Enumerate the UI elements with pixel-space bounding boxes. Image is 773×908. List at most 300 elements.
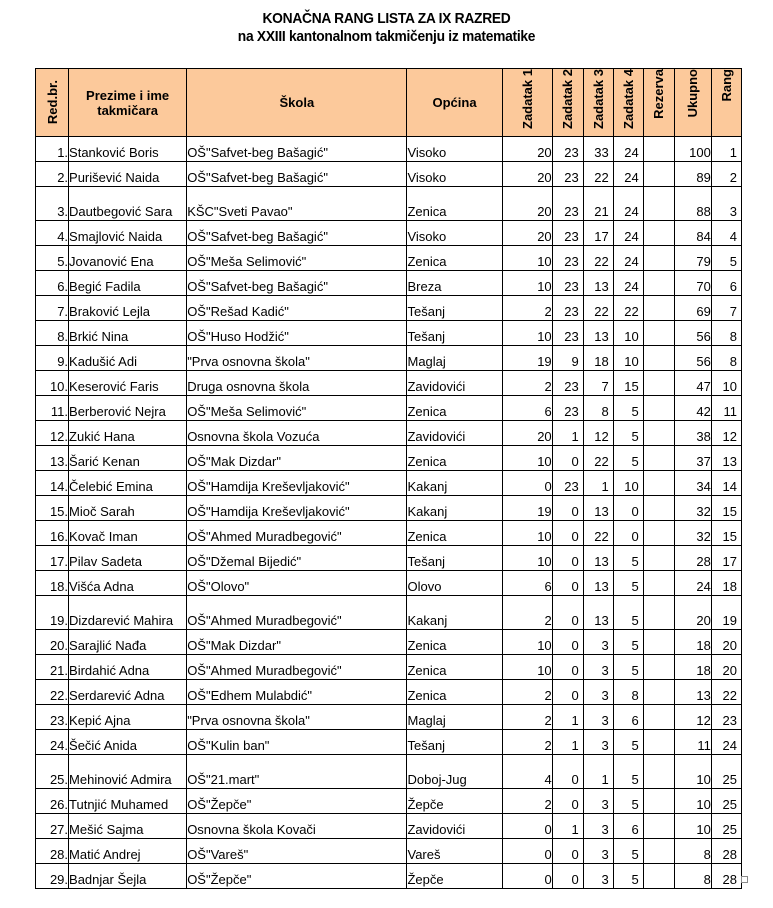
cell-rang: 15 [711,496,741,521]
table-row [36,471,742,496]
cell-red-br: 11. [36,396,69,421]
cell-ime: Kadušić Adi [69,346,187,371]
table-row [36,321,742,346]
cell-zadatak-1: 10 [502,446,552,471]
cell-opcina: Maglaj [407,705,502,730]
cell-zadatak-3: 22 [583,162,613,187]
table-resize-handle[interactable] [741,876,748,883]
cell-rang: 20 [711,630,741,655]
cell-zadatak-1: 0 [502,864,552,889]
cell-zadatak-2: 23 [552,296,583,321]
cell-zadatak-3: 8 [583,396,613,421]
header-zadatak-3-label: Zadatak 3 [590,69,606,129]
cell-zadatak-2: 1 [552,730,583,755]
cell-rezerva [643,496,674,521]
cell-zadatak-4: 24 [613,137,643,162]
cell-zadatak-4: 5 [613,655,643,680]
cell-zadatak-3: 22 [583,246,613,271]
cell-opcina: Zenica [407,446,502,471]
cell-rezerva [643,371,674,396]
cell-rang: 1 [711,137,741,162]
cell-zadatak-4: 24 [613,221,643,246]
cell-red-br: 9. [36,346,69,371]
cell-zadatak-2: 0 [552,496,583,521]
cell-ime: Šarić Kenan [69,446,187,471]
cell-rezerva [643,271,674,296]
cell-ukupno: 88 [674,187,711,221]
cell-ukupno: 56 [674,321,711,346]
cell-zadatak-2: 0 [552,630,583,655]
cell-zadatak-4: 5 [613,755,643,789]
cell-zadatak-2: 23 [552,471,583,496]
cell-ime: Begić Fadila [69,271,187,296]
cell-zadatak-4: 24 [613,187,643,221]
cell-skola: OŠ"Kulin ban" [187,730,407,755]
header-zadatak-4-label: Zadatak 4 [620,69,636,129]
cell-red-br: 28. [36,839,69,864]
cell-red-br: 6. [36,271,69,296]
cell-red-br: 8. [36,321,69,346]
cell-opcina: Zenica [407,655,502,680]
cell-ime: Čelebić Emina [69,471,187,496]
cell-zadatak-4: 6 [613,705,643,730]
cell-ukupno: 79 [674,246,711,271]
cell-zadatak-1: 0 [502,471,552,496]
cell-zadatak-4: 10 [613,346,643,371]
cell-ime: Sarajlić Nađa [69,630,187,655]
table-row [36,271,742,296]
cell-zadatak-3: 7 [583,371,613,396]
cell-ime: Purišević Naida [69,162,187,187]
cell-rang: 28 [711,864,741,889]
header-zadatak-2 [552,69,583,137]
cell-opcina: Zenica [407,680,502,705]
cell-red-br: 20. [36,630,69,655]
cell-opcina: Zavidovići [407,371,502,396]
cell-rezerva [643,446,674,471]
header-red-br-label: Red.br. [44,80,60,125]
cell-red-br: 16. [36,521,69,546]
cell-zadatak-1: 10 [502,521,552,546]
cell-skola: OŠ"21.mart" [187,755,407,789]
header-ime: Prezime i ime takmičara [69,69,187,137]
cell-zadatak-3: 3 [583,630,613,655]
cell-zadatak-3: 1 [583,471,613,496]
cell-ukupno: 47 [674,371,711,396]
cell-zadatak-3: 3 [583,680,613,705]
cell-rezerva [643,789,674,814]
cell-zadatak-3: 13 [583,271,613,296]
cell-opcina: Zenica [407,630,502,655]
table-row [36,789,742,814]
cell-rezerva [643,521,674,546]
header-zadatak-1 [502,69,552,137]
cell-zadatak-4: 5 [613,596,643,630]
cell-zadatak-1: 2 [502,730,552,755]
header-rezerva [643,69,674,137]
cell-rang: 7 [711,296,741,321]
cell-rezerva [643,814,674,839]
cell-skola: OŠ"Vareš" [187,839,407,864]
header-opcina: Općina [407,69,502,137]
cell-ime: Keserović Faris [69,371,187,396]
cell-skola: OŠ"Džemal Bijedić" [187,546,407,571]
cell-ime: Mešić Sajma [69,814,187,839]
cell-opcina: Tešanj [407,296,502,321]
cell-opcina: Maglaj [407,346,502,371]
cell-rang: 25 [711,814,741,839]
cell-zadatak-3: 3 [583,789,613,814]
cell-skola: OŠ"Rešad Kadić" [187,296,407,321]
header-zadatak-3 [583,69,613,137]
cell-zadatak-4: 5 [613,839,643,864]
cell-opcina: Visoko [407,162,502,187]
cell-rezerva [643,421,674,446]
cell-skola: KŠC"Sveti Pavao" [187,187,407,221]
cell-rang: 25 [711,789,741,814]
cell-zadatak-3: 3 [583,864,613,889]
cell-rang: 10 [711,371,741,396]
cell-opcina: Žepče [407,789,502,814]
cell-zadatak-3: 3 [583,814,613,839]
cell-zadatak-2: 23 [552,321,583,346]
cell-zadatak-4: 5 [613,421,643,446]
cell-red-br: 21. [36,655,69,680]
cell-zadatak-4: 15 [613,371,643,396]
cell-red-br: 13. [36,446,69,471]
cell-rang: 11 [711,396,741,421]
cell-skola: OŠ"Safvet-beg Bašagić" [187,221,407,246]
cell-zadatak-4: 10 [613,321,643,346]
cell-zadatak-4: 5 [613,396,643,421]
table-row [36,814,742,839]
cell-rezerva [643,705,674,730]
cell-skola: OŠ"Žepče" [187,789,407,814]
cell-rezerva [643,321,674,346]
cell-ukupno: 34 [674,471,711,496]
cell-zadatak-3: 21 [583,187,613,221]
cell-zadatak-1: 10 [502,271,552,296]
table-row [36,521,742,546]
table-row [36,655,742,680]
cell-skola: OŠ"Olovo" [187,571,407,596]
cell-zadatak-1: 10 [502,630,552,655]
table-row [36,446,742,471]
cell-ime: Pilav Sadeta [69,546,187,571]
cell-zadatak-2: 23 [552,162,583,187]
title-line-2: na XXIII kantonalnom takmičenju iz matematike [237,28,536,45]
cell-zadatak-1: 4 [502,755,552,789]
cell-ukupno: 89 [674,162,711,187]
cell-zadatak-2: 23 [552,187,583,221]
cell-zadatak-4: 24 [613,246,643,271]
cell-rang: 28 [711,839,741,864]
cell-rang: 22 [711,680,741,705]
cell-ukupno: 70 [674,271,711,296]
cell-ukupno: 56 [674,346,711,371]
cell-ukupno: 18 [674,630,711,655]
cell-zadatak-1: 2 [502,789,552,814]
cell-zadatak-1: 2 [502,596,552,630]
cell-skola: OŠ"Meša Selimović" [187,246,407,271]
cell-ukupno: 84 [674,221,711,246]
cell-zadatak-2: 1 [552,421,583,446]
cell-skola: OŠ"Mak Dizdar" [187,446,407,471]
cell-zadatak-1: 10 [502,546,552,571]
cell-zadatak-1: 2 [502,680,552,705]
table-row [36,571,742,596]
cell-rezerva [643,655,674,680]
cell-zadatak-2: 0 [552,680,583,705]
cell-zadatak-2: 0 [552,596,583,630]
ranking-table [35,68,742,889]
cell-opcina: Zenica [407,396,502,421]
cell-ime: Šečić Anida [69,730,187,755]
cell-zadatak-3: 13 [583,596,613,630]
cell-zadatak-4: 5 [613,864,643,889]
cell-ukupno: 10 [674,789,711,814]
cell-rang: 8 [711,346,741,371]
cell-zadatak-2: 23 [552,371,583,396]
cell-zadatak-4: 0 [613,496,643,521]
table-row [36,680,742,705]
cell-red-br: 29. [36,864,69,889]
cell-zadatak-2: 0 [552,864,583,889]
cell-zadatak-2: 1 [552,705,583,730]
cell-rang: 14 [711,471,741,496]
cell-zadatak-3: 13 [583,496,613,521]
cell-opcina: Kakanj [407,596,502,630]
cell-zadatak-3: 1 [583,755,613,789]
table-row [36,596,742,630]
cell-ime: Mioč Sarah [69,496,187,521]
cell-red-br: 23. [36,705,69,730]
cell-zadatak-3: 13 [583,546,613,571]
cell-zadatak-2: 0 [552,655,583,680]
cell-ukupno: 100 [674,137,711,162]
cell-red-br: 10. [36,371,69,396]
cell-ukupno: 20 [674,596,711,630]
cell-opcina: Tešanj [407,730,502,755]
cell-ime: Dizdarević Mahira [69,596,187,630]
header-rang [711,69,741,137]
table-row [36,162,742,187]
cell-ime: Kovač Iman [69,521,187,546]
cell-red-br: 25. [36,755,69,789]
cell-opcina: Olovo [407,571,502,596]
cell-ime: Badnjar Šejla [69,864,187,889]
cell-opcina: Tešanj [407,321,502,346]
cell-opcina: Kakanj [407,471,502,496]
cell-ime: Jovanović Ena [69,246,187,271]
cell-zadatak-4: 5 [613,571,643,596]
table-row [36,705,742,730]
table-row [36,137,742,162]
cell-zadatak-4: 24 [613,162,643,187]
cell-red-br: 7. [36,296,69,321]
cell-ukupno: 24 [674,571,711,596]
cell-skola: OŠ"Hamdija Kreševljaković" [187,496,407,521]
cell-rang: 3 [711,187,741,221]
cell-zadatak-3: 13 [583,321,613,346]
cell-skola: OŠ"Edhem Mulabdić" [187,680,407,705]
cell-zadatak-2: 0 [552,839,583,864]
cell-rezerva [643,296,674,321]
cell-zadatak-1: 19 [502,346,552,371]
cell-zadatak-1: 20 [502,221,552,246]
cell-red-br: 1. [36,137,69,162]
cell-zadatak-1: 6 [502,396,552,421]
cell-rezerva [643,680,674,705]
cell-zadatak-1: 6 [502,571,552,596]
cell-rang: 18 [711,571,741,596]
cell-ukupno: 32 [674,521,711,546]
header-skola: Škola [187,69,407,137]
cell-zadatak-3: 13 [583,571,613,596]
cell-zadatak-1: 10 [502,655,552,680]
cell-red-br: 15. [36,496,69,521]
cell-ime: Braković Lejla [69,296,187,321]
cell-skola: Osnovna škola Vozuća [187,421,407,446]
cell-ime: Mehinović Admira [69,755,187,789]
cell-ukupno: 37 [674,446,711,471]
header-ukupno-label: Ukupno [685,69,701,118]
cell-rang: 24 [711,730,741,755]
cell-skola: OŠ"Safvet-beg Bašagić" [187,137,407,162]
cell-zadatak-2: 23 [552,221,583,246]
table-row [36,246,742,271]
cell-zadatak-4: 5 [613,446,643,471]
cell-opcina: Zenica [407,246,502,271]
cell-zadatak-3: 22 [583,446,613,471]
table-row [36,496,742,521]
cell-skola: Osnovna škola Kovači [187,814,407,839]
cell-zadatak-2: 9 [552,346,583,371]
cell-ukupno: 10 [674,755,711,789]
cell-opcina: Zavidovići [407,814,502,839]
cell-zadatak-3: 17 [583,221,613,246]
header-red-br [36,69,69,137]
cell-rang: 17 [711,546,741,571]
cell-zadatak-1: 19 [502,496,552,521]
cell-ukupno: 28 [674,546,711,571]
cell-zadatak-3: 3 [583,839,613,864]
cell-opcina: Breza [407,271,502,296]
cell-rezerva [643,346,674,371]
document-title [0,10,773,46]
table-row [36,187,742,221]
cell-ukupno: 42 [674,396,711,421]
cell-rezerva [643,864,674,889]
cell-ime: Zukić Hana [69,421,187,446]
cell-red-br: 26. [36,789,69,814]
cell-opcina: Doboj-Jug [407,755,502,789]
cell-rezerva [643,755,674,789]
cell-ukupno: 18 [674,655,711,680]
cell-zadatak-2: 23 [552,246,583,271]
cell-zadatak-4: 22 [613,296,643,321]
cell-zadatak-4: 6 [613,814,643,839]
table-row [36,839,742,864]
cell-ime: Stanković Boris [69,137,187,162]
cell-opcina: Vareš [407,839,502,864]
cell-ime: Dautbegović Sara [69,187,187,221]
cell-ime: Birdahić Adna [69,655,187,680]
cell-zadatak-1: 0 [502,839,552,864]
table-row [36,396,742,421]
table-row [36,221,742,246]
cell-rezerva [643,396,674,421]
header-zadatak-1-label: Zadatak 1 [519,69,535,129]
cell-zadatak-1: 10 [502,246,552,271]
cell-ime: Brkić Nina [69,321,187,346]
cell-zadatak-3: 12 [583,421,613,446]
cell-opcina: Zenica [407,187,502,221]
table-row [36,755,742,789]
cell-rezerva [643,221,674,246]
table-row [36,546,742,571]
cell-skola: OŠ"Ahmed Muradbegović" [187,596,407,630]
cell-opcina: Visoko [407,137,502,162]
table-row [36,371,742,396]
cell-skola: OŠ"Ahmed Muradbegović" [187,655,407,680]
cell-zadatak-3: 18 [583,346,613,371]
cell-rang: 23 [711,705,741,730]
cell-zadatak-4: 0 [613,521,643,546]
cell-rezerva [643,630,674,655]
table-row [36,630,742,655]
cell-skola: OŠ"Mak Dizdar" [187,630,407,655]
cell-ime: Smajlović Naida [69,221,187,246]
cell-opcina: Zavidovići [407,421,502,446]
cell-red-br: 4. [36,221,69,246]
cell-zadatak-1: 20 [502,187,552,221]
cell-zadatak-3: 33 [583,137,613,162]
cell-zadatak-1: 20 [502,162,552,187]
cell-opcina: Kakanj [407,496,502,521]
cell-rezerva [643,730,674,755]
cell-red-br: 3. [36,187,69,221]
header-rezerva-label: Rezerva [651,69,667,119]
table-row [36,421,742,446]
header-zadatak-2-label: Zadatak 2 [560,69,576,129]
cell-red-br: 24. [36,730,69,755]
cell-red-br: 17. [36,546,69,571]
cell-zadatak-2: 0 [552,446,583,471]
cell-skola: OŠ"Meša Selimović" [187,396,407,421]
cell-ime: Višća Adna [69,571,187,596]
table-row [36,730,742,755]
cell-ime: Tutnjić Muhamed [69,789,187,814]
cell-zadatak-4: 10 [613,471,643,496]
cell-red-br: 18. [36,571,69,596]
cell-zadatak-3: 3 [583,730,613,755]
cell-skola: OŠ"Safvet-beg Bašagić" [187,162,407,187]
cell-ukupno: 8 [674,839,711,864]
cell-rezerva [643,162,674,187]
cell-red-br: 22. [36,680,69,705]
cell-red-br: 5. [36,246,69,271]
cell-zadatak-2: 0 [552,571,583,596]
cell-zadatak-2: 0 [552,755,583,789]
cell-zadatak-1: 0 [502,814,552,839]
cell-rang: 8 [711,321,741,346]
cell-rezerva [643,137,674,162]
cell-skola: OŠ"Safvet-beg Bašagić" [187,271,407,296]
cell-zadatak-2: 23 [552,271,583,296]
cell-ukupno: 13 [674,680,711,705]
cell-zadatak-3: 22 [583,296,613,321]
